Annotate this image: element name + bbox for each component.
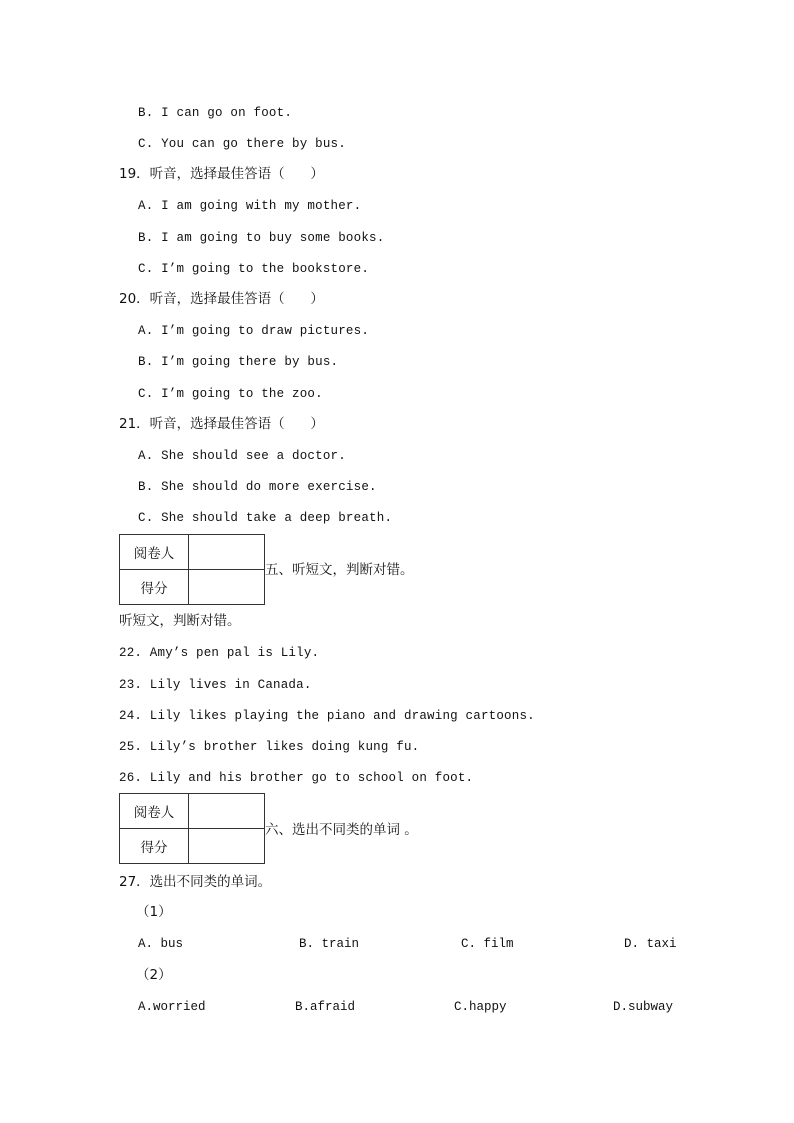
q19-option-a: A. I am going with my mother. [138,199,362,213]
section5-title: 五、听短文，判断对错。 [265,562,414,578]
section5-score-cell[interactable] [189,570,265,605]
q27-group1-option-a: A. bus [138,937,184,951]
q27-group2-option-c: C.happy [454,1000,507,1014]
q21-option-b: B. She should do more exercise. [138,480,377,494]
q18-option-b: B. I can go on foot. [138,106,293,120]
q22-statement: 22. Amy’s pen pal is Lily. [119,646,320,660]
q27-group1-number: （1） [136,904,172,920]
section6-grader-cell[interactable] [189,794,265,829]
q19-option-b: B. I am going to buy some books. [138,231,385,245]
q19-option-c: C. I’m going to the bookstore. [138,262,370,276]
section5-grader-label: 阅卷人 [120,535,189,570]
q20-option-b: B. I’m going there by bus. [138,355,339,369]
q21-option-c: C. She should take a deep breath. [138,511,393,525]
q27-group1-option-d: D. taxi [624,937,677,951]
section6-grader-label: 阅卷人 [120,794,189,829]
q19-stem: 19．听音，选择最佳答语（ ） [119,166,324,182]
q20-stem: 20．听音，选择最佳答语（ ） [119,291,324,307]
q27-group2-option-d: D.subway [613,1000,674,1014]
q27-group2-number: （2） [136,967,172,983]
q27-group1-option-b: B. train [299,937,360,951]
section6-title: 六、选出不同类的单词 。 [265,822,418,838]
q25-statement: 25. Lily’s brother likes doing kung fu. [119,740,420,754]
section5-grader-cell[interactable] [189,535,265,570]
section6-score-label: 得分 [120,829,189,864]
q21-stem: 21．听音，选择最佳答语（ ） [119,416,324,432]
q27-group2-option-b: B.afraid [295,1000,356,1014]
q24-statement: 24. Lily likes playing the piano and drawing cartoons. [119,709,535,723]
q26-statement: 26. Lily and his brother go to school on foot. [119,771,474,785]
section5-score-label: 得分 [120,570,189,605]
q20-option-a: A. I’m going to draw pictures. [138,324,370,338]
section5-instruction: 听短文，判断对错。 [119,613,241,629]
section6-score-cell[interactable] [189,829,265,864]
q27-stem: 27．选出不同类的单词。 [119,874,272,890]
q27-group2-option-a: A.worried [138,1000,206,1014]
section6-score-table [119,793,265,864]
q18-option-c: C. You can go there by bus. [138,137,346,151]
q21-option-a: A. She should see a doctor. [138,449,346,463]
q20-option-c: C. I’m going to the zoo. [138,387,323,401]
q27-group1-option-c: C. film [461,937,514,951]
q23-statement: 23. Lily lives in Canada. [119,678,312,692]
section5-score-table [119,534,265,605]
